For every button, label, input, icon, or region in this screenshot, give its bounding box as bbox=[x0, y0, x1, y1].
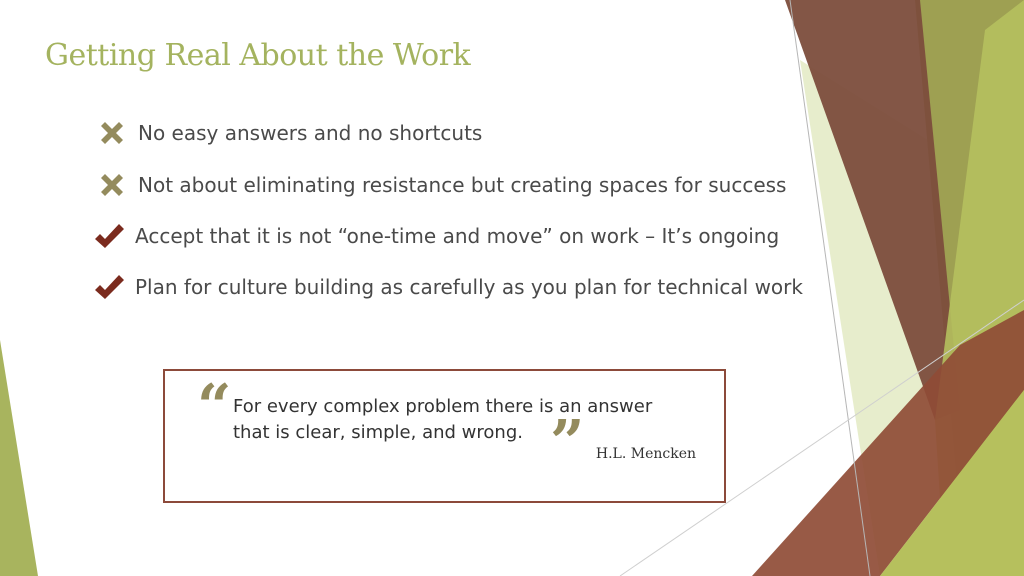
quote-author: H.L. Mencken bbox=[595, 446, 696, 462]
close-quote-mark: ” bbox=[550, 408, 585, 478]
bullet-text: No easy answers and no shortcuts bbox=[138, 121, 483, 145]
left-lime-shape bbox=[0, 340, 38, 576]
slide-title: Getting Real About the Work bbox=[45, 38, 471, 73]
checkmark-icon bbox=[93, 271, 125, 303]
bullet-item bbox=[96, 170, 786, 200]
bullet-text: Plan for culture building as carefully as you plan for technical work bbox=[135, 275, 803, 299]
bullet-item bbox=[93, 221, 779, 251]
checkmark-icon bbox=[93, 220, 125, 252]
bullet-text: Accept that it is not “one-time and move” on work – It’s ongoing bbox=[135, 224, 780, 248]
bullet-item bbox=[96, 118, 482, 148]
bullet-text: Not about eliminating resistance but creating spaces for success bbox=[138, 173, 787, 197]
quote-box bbox=[163, 369, 726, 503]
open-quote-mark: “ bbox=[197, 372, 232, 442]
cross-icon bbox=[96, 117, 128, 149]
bullet-item bbox=[93, 272, 803, 302]
quote-text bbox=[233, 394, 652, 446]
quote-line-1: For every complex problem there is an answer bbox=[233, 396, 653, 417]
cross-icon bbox=[96, 169, 128, 201]
quote-line-2: that is clear, simple, and wrong. bbox=[233, 422, 523, 443]
